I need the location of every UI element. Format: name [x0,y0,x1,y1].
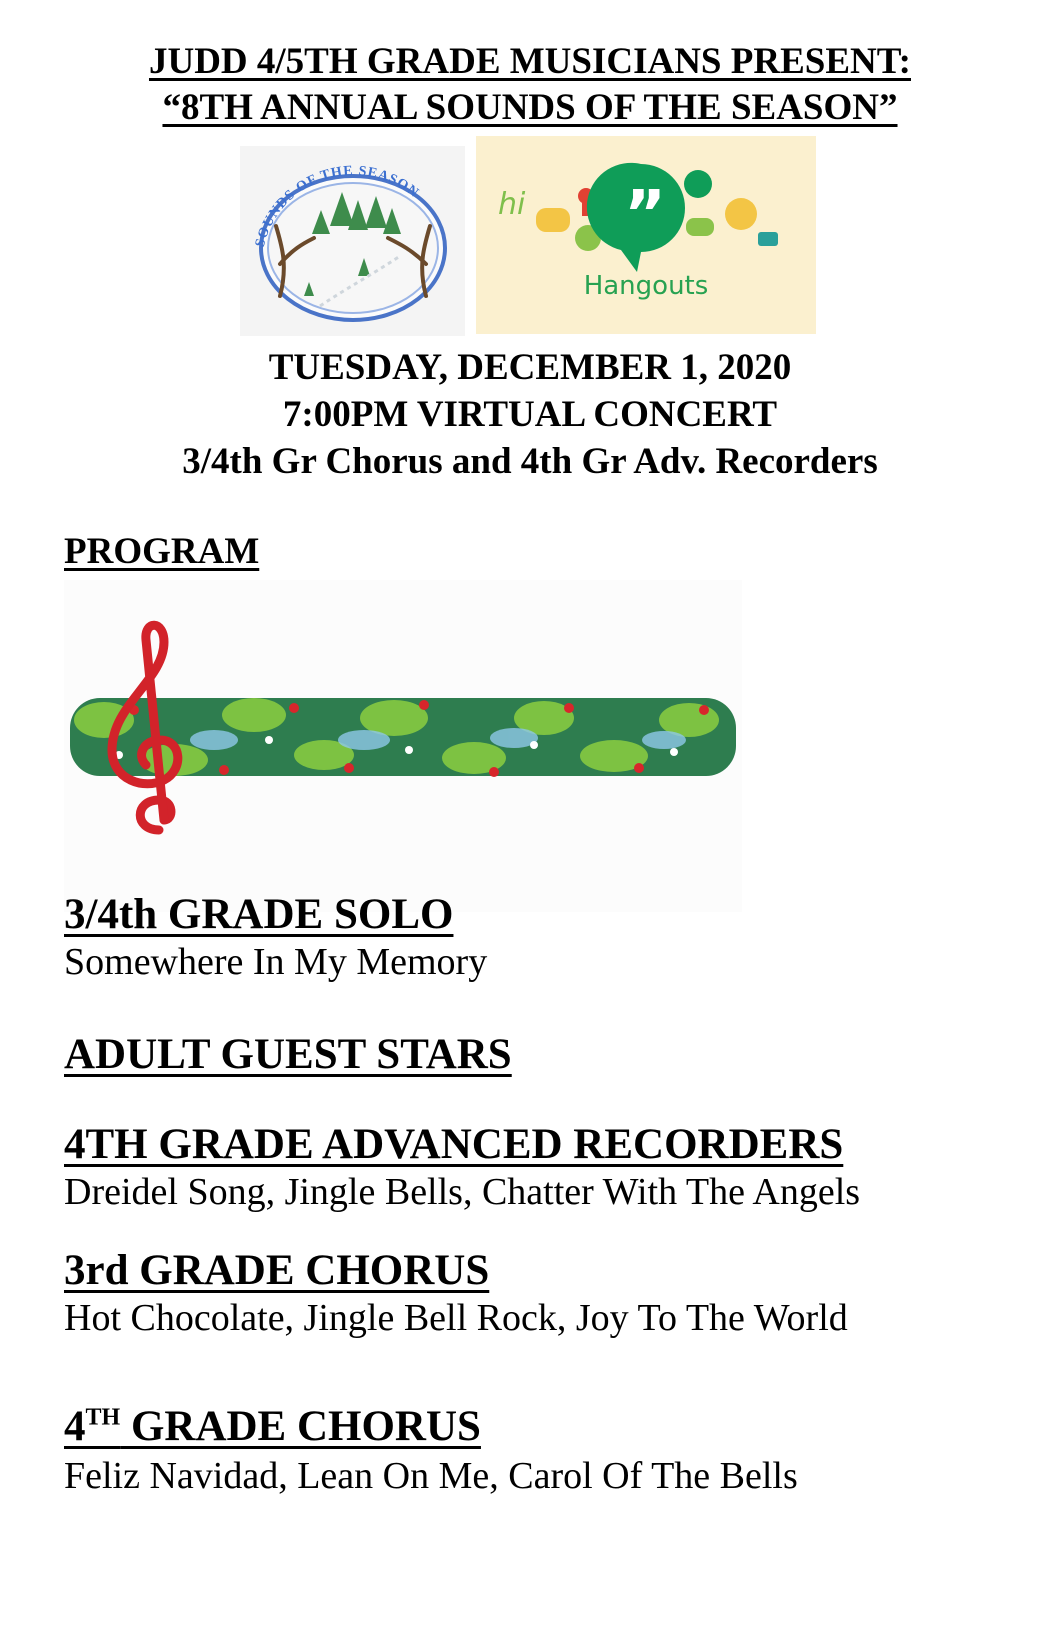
section-heading-4th-chorus [64,1402,481,1451]
section-text-3rd-chorus: Hot Chocolate, Jingle Bell Rock, Joy To The World [64,1297,848,1339]
concert-time: 7:00PM VIRTUAL CONCERT [282,394,778,435]
section-heading-recorders: 4TH GRADE ADVANCED RECORDERS [64,1121,844,1168]
section-heading-4th-sup: TH [85,1404,121,1431]
section-heading-4th-rest: GRADE CHORUS [120,1403,481,1450]
sounds-of-the-season-logo [240,146,465,336]
hangouts-logo [476,136,816,334]
concert-date: TUESDAY, DECEMBER 1, 2020 [268,347,792,388]
hangouts-quote-glyph: ” [624,178,667,252]
section-heading-solo: 3/4th GRADE SOLO [64,891,454,938]
concert-groups: 3/4th Gr Chorus and 4th Gr Adv. Recorders [182,441,878,482]
hangouts-label: Hangouts [583,271,709,301]
section-heading-3rd-chorus: 3rd GRADE CHORUS [64,1247,490,1294]
title-line-1: JUDD 4/5TH GRADE MUSICIANS PRESENT: [148,41,911,82]
section-text-solo: Somewhere In My Memory [64,941,488,983]
section-heading-4th-prefix: 4 [64,1403,86,1450]
section-text-4th-chorus: Feliz Navidad, Lean On Me, Carol Of The Bells [64,1455,798,1497]
program-heading: PROGRAM [64,531,260,572]
section-heading-guest-stars: ADULT GUEST STARS [64,1031,512,1078]
section-text-recorders: Dreidel Song, Jingle Bells, Chatter With The Angels [64,1171,861,1213]
title-line-2: “8TH ANNUAL SOUNDS OF THE SEASON” [162,87,898,128]
holly-garland [64,580,742,912]
hangouts-hi-text: hi [498,187,526,222]
sots-arc-text: SOUNDS OF THE SEASON [252,163,422,249]
